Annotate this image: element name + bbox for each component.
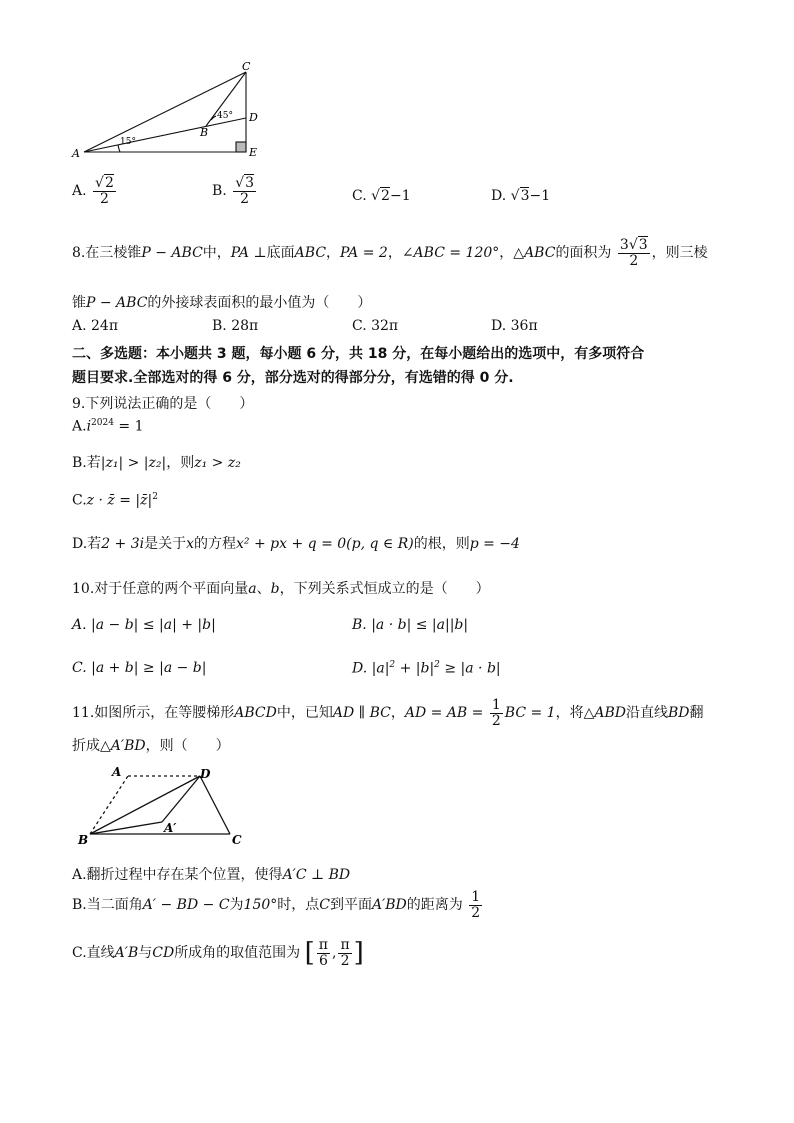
section-heading-line1: 二、多选题：本小题共 3 题，每小题 6 分，共 18 分，在每小题给出的选项中，有多项符合: [72, 346, 645, 362]
line-dc: [200, 776, 230, 834]
q8-stem-line2: 锥P − ABC的外接球表面积的最小值为（ ）: [72, 295, 372, 311]
q10-option-c: C. |a + b| ≥ |a − b|: [72, 660, 207, 676]
q8-option-b: B. 28π: [212, 318, 259, 334]
fraction: $\frac{√3}{2}$: [235, 175, 255, 207]
q11-option-a: A.翻折过程中存在某个位置，使得A′C ⊥ BD: [72, 867, 351, 883]
line-a-prime-d: [162, 776, 200, 822]
q7-option-a: A. $\frac{√2}{2}$: [72, 175, 114, 207]
label-angle-15: 15°: [120, 137, 136, 147]
label-d: D: [249, 111, 258, 124]
section-heading-line2: 题目要求.全部选对的得 6 分，部分选对的得部分分，有选错的得 0 分.: [72, 370, 514, 386]
q9-option-b: B.若|z₁| > |z₂|，则z₁ > z₂: [72, 455, 241, 471]
q9-stem: 9.下列说法正确的是（ ）: [72, 396, 254, 412]
q10-option-a: A. |a − b| ≤ |a| + |b|: [72, 617, 216, 633]
q8-stem-line1: 8.在三棱锥P − ABC中，PA ⊥底面ABC，PA = 2，∠ABC = 120°，△ABC的面积为 $\frac{3√3}{2}$ ，则三棱: [72, 237, 708, 269]
q8-option-a: A. 24π: [72, 318, 119, 334]
q7-option-b: B. $\frac{√3}{2}$: [212, 175, 255, 207]
line-ad: [84, 118, 246, 152]
trapezoid-figure: [72, 762, 252, 850]
q8-option-d: D. 36π: [491, 318, 538, 334]
label-e: E: [249, 146, 258, 159]
fraction: $\frac{\pi}{2}$: [340, 937, 350, 969]
label-angle-45: 45°: [217, 111, 233, 121]
label-a: A: [72, 147, 80, 160]
label-a: A: [112, 765, 122, 779]
label-b: B: [78, 833, 89, 847]
q9-option-d: D.若2 + 3i是关于x的方程x² + px + q = 0(p, q ∈ R)的根，则p = −4: [72, 536, 520, 552]
fraction: $\frac{1}{2}$: [491, 697, 501, 729]
q11-option-b: B.当二面角A′ − BD − C为150°时，点C到平面A′BD的距离为 $\frac{1}{2}$: [72, 889, 481, 921]
triangle-figure: [70, 60, 270, 165]
q11-stem-line1: 11.如图所示，在等腰梯形ABCD中，已知AD ∥ BC，AD = AB = $\frac{1}{2}$ BC = 1，将△ABD沿直线BD翻: [72, 697, 704, 729]
q10-option-b: B. |a · b| ≤ |a||b|: [352, 617, 469, 633]
label-c: C: [232, 833, 242, 847]
fraction: $\frac{\pi}{6}$: [318, 937, 328, 969]
label-b: B: [200, 126, 209, 139]
label-d: D: [200, 767, 211, 781]
label-c: C: [242, 60, 251, 73]
q9-option-a: $A.i^{2024} = 1$: [72, 418, 144, 435]
q7-option-d: D. √3−1: [491, 188, 551, 204]
fraction: $\frac{√2}{2}$: [95, 175, 114, 207]
dashed-ab: [90, 776, 128, 834]
area-fraction: $\frac{3√3}{2}$: [619, 237, 648, 269]
q10-stem: 10.对于任意的两个平面向量a、b，下列关系式恒成立的是（ ）: [72, 581, 490, 597]
q9-option-c: C.z · z̄ = $|z̄|^2$: [72, 492, 158, 509]
right-angle-mark: [236, 142, 246, 152]
label-a-prime: A′: [164, 821, 177, 835]
fraction: $\frac{1}{2}$: [471, 889, 481, 921]
q11-stem-line2: 折成△A′BD，则（ ）: [72, 738, 230, 754]
q10-option-d: D. $|a|^2 + |b|^2 \ge |a \cdot b|$: [352, 660, 501, 677]
q8-option-c: C. 32π: [352, 318, 399, 334]
q11-option-c: C.直线A′B与CD所成角的取值范围为 [ $\frac{\pi}{6}$ , $\frac{\pi}{2}$ ]: [72, 937, 364, 969]
q7-option-c: C. √2−1: [352, 188, 411, 204]
